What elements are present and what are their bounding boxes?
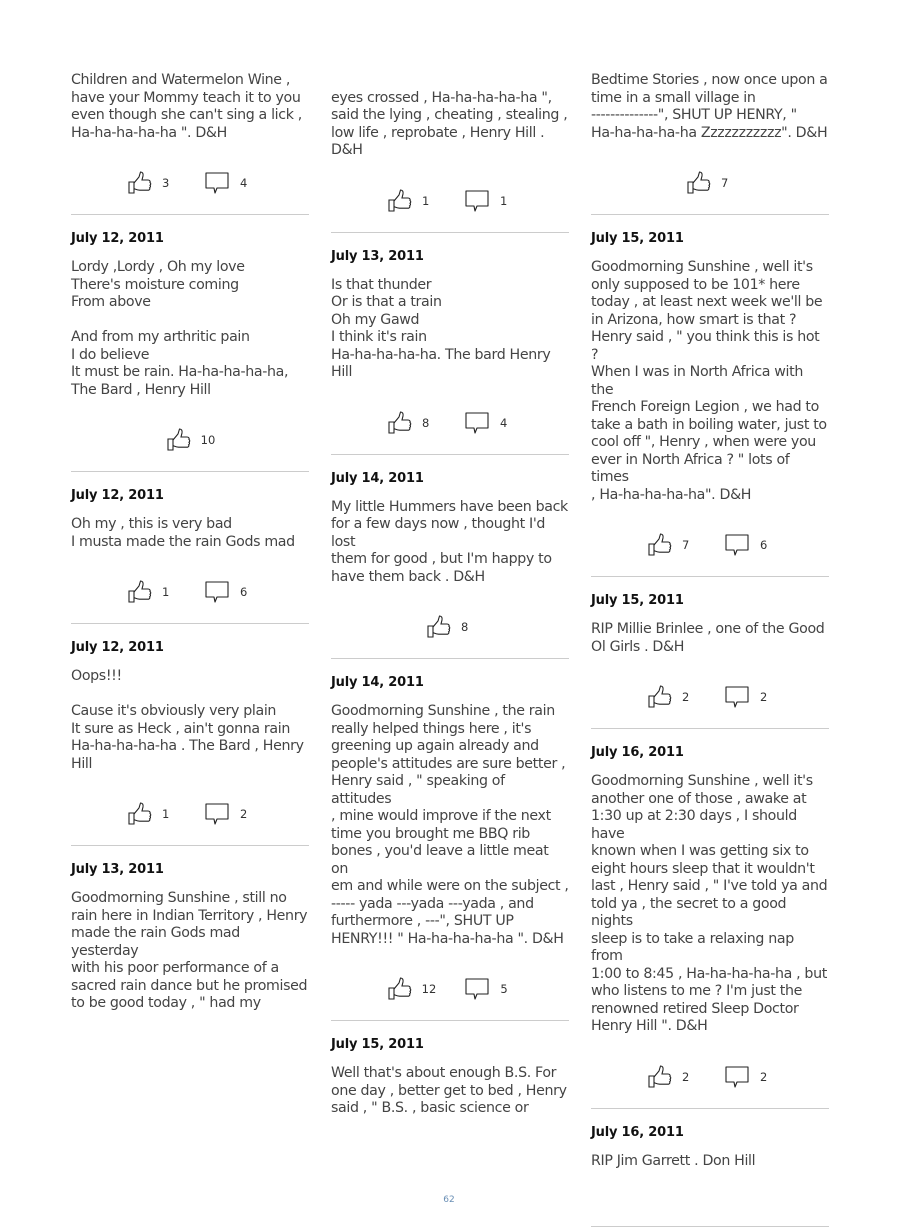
comment-count: 6 <box>240 585 248 599</box>
comment-button[interactable] <box>204 579 254 605</box>
post-text: Goodmorning Sunshine , well it's only supposed to be 101* here today , at least next week we'll be in Arizona, how smart is that ? Henry said , " you think this is hot ? When I was in North Africa with the French Foreign Legion , we had to take a bath in boiling water, just to cool off ", Henry , when were you ever in North Africa ? " lots of times , Ha-ha-ha-ha-ha". D&H <box>591 259 827 503</box>
like-count: 2 <box>682 690 690 704</box>
thumbs-up-icon <box>126 170 152 196</box>
like-count: 7 <box>721 176 729 190</box>
post-text: Goodmorning Sunshine , well it's another one of those , awake at 1:30 up at 2:30 days , I should have known when I was getting six to eight hours sleep that it wouldn't last , Henry said , " I've told ya and told ya , the secret to a good nights sleep is to take a relaxing nap from 1:00 to 8:45 , Ha-ha-ha-ha-ha , but who listens to me ? I'm just the renowned retired Sleep Doctor Henry Hill ". D&H <box>591 773 828 1034</box>
post <box>71 488 309 624</box>
post-actions <box>71 799 309 829</box>
column-1 <box>71 72 309 1013</box>
post-text: Lordy ,Lordy , Oh my love There's moisture coming From above And from my arthritic pain I do believe It must be rain. Ha-ha-ha-ha-ha, The Bard , Henry Hill <box>71 259 289 398</box>
post <box>591 745 829 1109</box>
post-text: Bedtime Stories , now once upon a time in a small village in --------------", SHUT UP HENRY, " Ha-ha-ha-ha-ha Zzzzzzzzzzz". D&H <box>591 72 828 141</box>
comment-count: 2 <box>760 690 768 704</box>
like-button[interactable] <box>386 976 437 1002</box>
comment-button[interactable] <box>464 976 514 1002</box>
like-button[interactable] <box>165 427 216 453</box>
post-text: Well that's about enough B.S. For one day , better get to bed , Henry said , " B.S. , basic science or <box>331 1065 567 1116</box>
speech-bubble-icon <box>204 170 230 196</box>
post-date: July 13, 2011 <box>71 862 164 877</box>
post-text: My little Hummers have been back for a few days now , thought I'd lost them for good , but I'm happy to have them back . D&H <box>331 498 568 585</box>
comment-count: 5 <box>500 982 508 996</box>
post-date: July 16, 2011 <box>591 1124 684 1140</box>
thumbs-up-icon <box>165 427 191 453</box>
like-count: 8 <box>422 415 430 430</box>
comment-count: 2 <box>760 1069 768 1084</box>
like-count: 8 <box>461 620 469 634</box>
column-2 <box>331 72 569 1118</box>
post-text: RIP Millie Brinlee , one of the Good Ol Girls . D&H <box>591 621 825 655</box>
post-text: Children and Watermelon Wine , have your Mommy teach it to you even though she can't sing a lick , Ha-ha-ha-ha-ha ". D&H <box>71 72 302 141</box>
post-text: Oh my , this is very bad I musta made the rain Gods mad <box>71 516 295 550</box>
post-date: July 12, 2011 <box>71 488 164 503</box>
post-date: July 14, 2011 <box>331 675 424 690</box>
like-button[interactable] <box>126 170 176 196</box>
like-button[interactable] <box>685 170 735 196</box>
thumbs-up-icon <box>386 188 412 214</box>
speech-bubble-icon <box>464 188 490 214</box>
like-count: 3 <box>162 176 170 190</box>
comment-button[interactable] <box>464 188 514 214</box>
post-date: July 14, 2011 <box>331 470 424 486</box>
comment-button[interactable] <box>724 1064 774 1090</box>
post <box>71 231 309 472</box>
speech-bubble-icon <box>204 801 230 827</box>
post-text: Oops!!! Cause it's obviously very plain It sure as Heck , ain't gonna rain Ha-ha-ha-ha-ha . The Bard , Henry Hill <box>71 668 304 772</box>
column-3 <box>591 72 829 1227</box>
post-actions <box>331 408 569 438</box>
like-button[interactable] <box>646 532 696 558</box>
comment-button[interactable] <box>204 170 254 196</box>
comment-button[interactable] <box>464 410 514 436</box>
post-date: July 12, 2011 <box>71 640 164 655</box>
like-button[interactable] <box>425 614 475 640</box>
post <box>331 1037 569 1118</box>
speech-bubble-icon <box>464 410 490 436</box>
post-date: July 15, 2011 <box>591 231 684 246</box>
speech-bubble-icon <box>724 684 750 710</box>
comment-button[interactable] <box>724 684 774 710</box>
post-text: Is that thunder Or is that a train Oh my Gawd I think it's rain Ha-ha-ha-ha-ha. The bard Henry Hill <box>331 276 551 380</box>
post <box>331 72 569 233</box>
thumbs-up-icon <box>646 684 672 710</box>
like-button[interactable] <box>126 579 176 605</box>
post <box>591 1125 829 1228</box>
comment-button[interactable] <box>204 801 254 827</box>
post <box>71 862 309 1013</box>
post <box>331 471 569 660</box>
like-count: 1 <box>162 807 170 821</box>
thumbs-up-icon <box>646 532 672 558</box>
speech-bubble-icon <box>724 1064 750 1090</box>
comment-count: 6 <box>760 538 768 552</box>
post <box>71 72 309 215</box>
comment-count: 2 <box>240 807 248 821</box>
like-button[interactable] <box>386 410 436 436</box>
post-text: RIP Jim Garrett . Don Hill <box>591 1152 756 1169</box>
like-button[interactable] <box>646 684 696 710</box>
thumbs-up-icon <box>646 1064 672 1090</box>
speech-bubble-icon <box>204 579 230 605</box>
like-count: 1 <box>162 585 170 599</box>
thumbs-up-icon <box>425 614 451 640</box>
thumbs-up-icon <box>126 801 152 827</box>
post-date: July 13, 2011 <box>331 248 424 264</box>
post-actions <box>591 530 829 560</box>
post-date: July 12, 2011 <box>71 231 164 246</box>
post-actions <box>71 425 309 455</box>
post <box>331 675 569 1021</box>
like-button[interactable] <box>646 1064 696 1090</box>
like-count: 1 <box>422 193 430 208</box>
comment-count: 4 <box>240 176 248 190</box>
like-count: 10 <box>200 433 216 447</box>
post-date: July 15, 2011 <box>331 1037 424 1052</box>
post-actions <box>591 168 829 198</box>
post <box>591 231 829 577</box>
like-count: 7 <box>682 538 690 552</box>
post <box>71 640 309 846</box>
like-count: 12 <box>421 982 437 996</box>
post-date: July 16, 2011 <box>591 745 684 760</box>
like-count: 2 <box>682 1069 690 1084</box>
post-text: Goodmorning Sunshine , still no rain here in Indian Territory , Henry made the rain Gods mad yesterday with his poor performance of a sacred rain dance but he promised to be good today , " had my <box>71 890 308 1011</box>
post-actions <box>331 186 569 216</box>
comment-count: 4 <box>500 415 508 430</box>
post <box>591 593 829 729</box>
thumbs-up-icon <box>386 410 412 436</box>
like-button[interactable] <box>386 188 436 214</box>
post-actions <box>591 682 829 712</box>
post <box>331 249 569 455</box>
speech-bubble-icon <box>724 532 750 558</box>
post-actions <box>71 168 309 198</box>
post <box>591 72 829 215</box>
comment-count: 1 <box>500 193 508 208</box>
page-number: 62 <box>443 1195 455 1205</box>
post-actions <box>591 1062 829 1092</box>
post-text: eyes crossed , Ha-ha-ha-ha-ha ", said the lying , cheating , stealing , low life , reprobate , Henry Hill . D&H <box>331 89 568 158</box>
thumbs-up-icon <box>126 579 152 605</box>
post-actions <box>331 612 569 642</box>
post-date: July 15, 2011 <box>591 593 684 608</box>
speech-bubble-icon <box>464 976 490 1002</box>
post-actions <box>331 974 569 1004</box>
comment-button[interactable] <box>724 532 774 558</box>
post-text: Goodmorning Sunshine , the rain really helped things here , it's greening up again already and people's attitudes are sure better , Henry said , " speaking of attitudes , mine would improve if the next time you brought me BBQ rib bones , you'd leave a little meat on em and while were on the subject , ----- yada ---yada ---yada , and furthermore , ---", SHUT UP HENRY!!! " Ha-ha-ha-ha-ha ". D&H <box>331 703 569 947</box>
thumbs-up-icon <box>386 976 412 1002</box>
like-button[interactable] <box>126 801 176 827</box>
thumbs-up-icon <box>685 170 711 196</box>
post-actions <box>71 577 309 607</box>
